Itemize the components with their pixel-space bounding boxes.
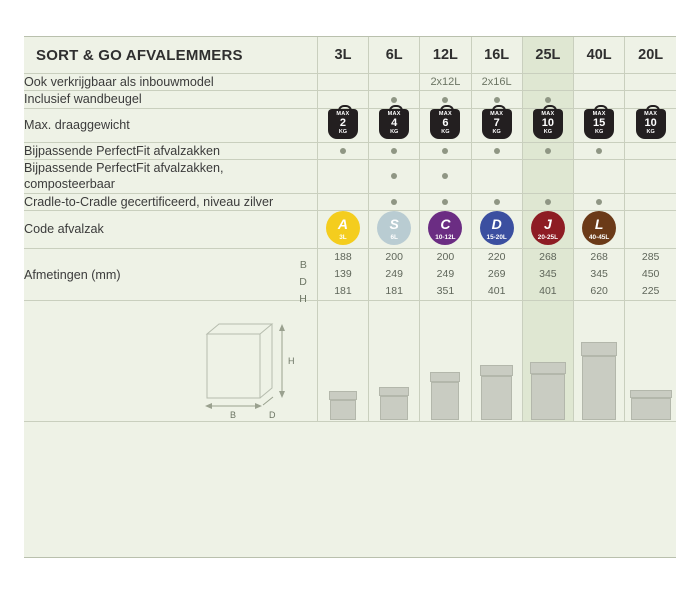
dim-b: 200 <box>436 251 455 264</box>
axis-legend <box>299 257 307 308</box>
dot-icon <box>391 148 397 154</box>
cell-schematic-drawing <box>24 301 317 422</box>
table-row <box>24 74 676 91</box>
col-header-25l: 25L <box>522 37 573 74</box>
max-weight-badge <box>584 109 614 139</box>
dim-b: 200 <box>385 251 403 264</box>
cell-inbouw-6l <box>369 74 420 91</box>
col-header-12l: 12L <box>420 37 471 74</box>
dims-3l <box>317 249 368 301</box>
cell-comp-6l <box>369 160 420 194</box>
badge-max-text: MAX <box>438 110 452 117</box>
dim-b: 268 <box>590 251 608 264</box>
cell-c2c-12l <box>420 193 471 210</box>
table-header-row <box>24 37 676 74</box>
badge-unit: KG <box>646 129 655 136</box>
max-weight-badge <box>379 109 409 139</box>
dims-40l <box>574 249 625 301</box>
bin-6l <box>380 387 408 420</box>
cell-inbouw-20l <box>625 74 676 91</box>
cell-inbouw-16l: 2x16L <box>471 74 522 91</box>
dim-d: 249 <box>385 268 403 281</box>
dim-d: 450 <box>641 268 660 281</box>
cell-weight-12l <box>420 108 471 142</box>
dim-h: 401 <box>487 285 506 298</box>
cell-c2c-16l <box>471 193 522 210</box>
cell-pf-40l <box>574 142 625 159</box>
cell-code-20l <box>625 211 676 249</box>
cell-pf-3l <box>317 142 368 159</box>
badge-unit: KG <box>543 129 553 136</box>
cell-code-12l <box>420 211 471 249</box>
badge-unit: KG <box>441 129 450 136</box>
dot-icon <box>596 199 602 205</box>
cell-weight-40l <box>574 108 625 142</box>
cell-comp-40l <box>574 160 625 194</box>
bin-image-40l <box>574 301 625 422</box>
col-header-16l: 16L <box>471 37 522 74</box>
badge-max-text: MAX <box>592 110 606 117</box>
drawing-label-h: H <box>288 356 295 367</box>
dot-icon <box>494 97 500 103</box>
bin-image-25l <box>522 301 573 422</box>
dim-h: 620 <box>590 285 608 298</box>
bag-code-letter: A <box>337 216 349 233</box>
drawing-label-d: D <box>269 410 276 421</box>
max-weight-badge <box>636 109 666 139</box>
bag-code-badge <box>377 211 411 245</box>
max-weight-badge <box>328 109 358 139</box>
badge-unit: KG <box>595 129 604 136</box>
max-weight-badge <box>533 109 563 139</box>
max-weight-badge <box>430 109 460 139</box>
table-row <box>24 108 676 142</box>
dims-16l <box>471 249 522 301</box>
dim-h: 225 <box>641 285 660 298</box>
cell-weight-3l <box>317 108 368 142</box>
table-row-dimensions <box>24 249 676 301</box>
cell-pf-25l <box>522 142 573 159</box>
cell-weight-20l <box>625 108 676 142</box>
bin-12l <box>431 372 459 420</box>
bin-schematic <box>172 302 312 420</box>
bag-code-size: 15-20L <box>486 234 507 242</box>
bag-code-badge <box>531 211 565 245</box>
bag-code-badge <box>582 211 616 245</box>
bag-code-size: 10-12L <box>435 234 456 242</box>
cell-weight-6l <box>369 108 420 142</box>
row-label-code-afvalzak: Code afvalzak <box>24 211 317 249</box>
row-label-cradle: Cradle-to-Cradle gecertificeerd, niveau zilver <box>24 193 317 210</box>
bin-image-3l <box>317 301 368 422</box>
cell-code-16l <box>471 211 522 249</box>
dim-d: 249 <box>436 268 455 281</box>
cell-comp-16l <box>471 160 522 194</box>
afmetingen-text: Afmetingen (mm) <box>24 267 121 282</box>
badge-max-text: MAX <box>541 110 555 117</box>
bag-code-badge <box>428 211 462 245</box>
bag-code-badge <box>480 211 514 245</box>
badge-value: 10 <box>644 116 657 129</box>
badge-unit: KG <box>338 129 348 136</box>
cell-code-40l <box>574 211 625 249</box>
cell-comp-25l <box>522 160 573 194</box>
row-label-inbouwmodel: Ook verkrijgbaar als inbouwmodel <box>24 74 317 91</box>
col-header-3l: 3L <box>317 37 368 74</box>
cell-inbouw-40l <box>574 74 625 91</box>
dims-20l <box>625 249 676 301</box>
bin-16l <box>481 365 512 420</box>
badge-value: 10 <box>541 116 555 129</box>
cell-c2c-40l <box>574 193 625 210</box>
dot-icon <box>494 199 500 205</box>
bag-code-badge <box>326 211 360 245</box>
dim-b: 285 <box>641 251 660 264</box>
col-header-20l: 20L <box>625 37 676 74</box>
dims-25l <box>522 249 573 301</box>
badge-value: 15 <box>593 116 606 129</box>
bag-code-size: 3L <box>339 234 347 242</box>
bin-3l <box>330 391 356 420</box>
cell-c2c-3l <box>317 193 368 210</box>
badge-max-text: MAX <box>336 110 350 117</box>
dot-icon <box>391 173 397 179</box>
bin-image-12l <box>420 301 471 422</box>
cell-c2c-20l <box>625 193 676 210</box>
bin-20l <box>631 390 671 420</box>
cell-weight-16l <box>471 108 522 142</box>
page-title: SORT & GO AFVALEMMERS <box>24 37 317 74</box>
badge-value: 2 <box>339 116 347 129</box>
dim-d: 269 <box>487 268 506 281</box>
cell-code-6l <box>369 211 420 249</box>
cell-comp-20l <box>625 160 676 194</box>
cell-pf-6l <box>369 142 420 159</box>
table-row-illustrations <box>24 301 676 422</box>
cell-weight-25l <box>522 108 573 142</box>
axis-b: B <box>299 259 307 272</box>
bag-code-letter: S <box>389 216 399 233</box>
bag-code-size: 40-45L <box>589 234 610 242</box>
badge-value: 6 <box>442 116 449 129</box>
dim-d: 345 <box>590 268 608 281</box>
table-row <box>24 211 676 249</box>
row-label-composteerbaar: Bijpassende PerfectFit afvalzakken, composteerbaar <box>24 160 317 194</box>
axis-d: D <box>299 276 307 289</box>
cell-inbouw-25l <box>522 74 573 91</box>
dot-icon <box>442 173 448 179</box>
cell-c2c-25l <box>522 193 573 210</box>
table-row <box>24 142 676 159</box>
dot-icon <box>545 97 551 103</box>
dot-icon <box>545 148 551 154</box>
dim-b: 220 <box>487 251 506 264</box>
cell-pf-16l <box>471 142 522 159</box>
dot-icon <box>340 148 346 154</box>
drawing-label-b: B <box>230 410 237 421</box>
dot-icon <box>391 199 397 205</box>
dim-h: 181 <box>334 285 352 298</box>
badge-value: 4 <box>391 116 398 129</box>
dim-d: 139 <box>334 268 352 281</box>
badge-max-text: MAX <box>387 110 401 117</box>
row-label-wandbeugel: Inclusief wandbeugel <box>24 91 317 108</box>
cell-pf-12l <box>420 142 471 159</box>
cell-code-3l <box>317 211 368 249</box>
bin-40l <box>582 342 616 420</box>
cell-pf-20l <box>625 142 676 159</box>
row-label-draaggewicht: Max. draaggewicht <box>24 108 317 142</box>
dims-6l <box>369 249 420 301</box>
badge-unit: KG <box>492 129 501 136</box>
bag-code-letter: C <box>440 216 451 233</box>
cell-comp-12l <box>420 160 471 194</box>
dot-icon <box>391 97 397 103</box>
col-header-6l: 6L <box>369 37 420 74</box>
dot-icon <box>442 199 448 205</box>
dims-12l <box>420 249 471 301</box>
dim-h: 181 <box>385 285 403 298</box>
bag-code-size: 20-25L <box>537 234 559 242</box>
bin-image-16l <box>471 301 522 422</box>
badge-max-text: MAX <box>644 110 658 117</box>
cell-c2c-6l <box>369 193 420 210</box>
bag-code-letter: L <box>594 216 604 233</box>
dim-b: 268 <box>539 251 557 264</box>
bin-25l <box>531 362 565 420</box>
dot-icon <box>442 148 448 154</box>
col-header-40l: 40L <box>574 37 625 74</box>
dot-icon <box>596 148 602 154</box>
dim-h: 351 <box>436 285 455 298</box>
table-row <box>24 193 676 210</box>
table-row <box>24 160 676 194</box>
axis-h: H <box>299 293 307 306</box>
cell-comp-3l <box>317 160 368 194</box>
badge-max-text: MAX <box>490 110 504 117</box>
bin-image-6l <box>369 301 420 422</box>
max-weight-badge <box>482 109 512 139</box>
bag-code-size: 6L <box>390 234 398 242</box>
row-label-afmetingen <box>24 249 317 306</box>
badge-unit: KG <box>390 129 399 136</box>
cell-code-25l <box>522 211 573 249</box>
dot-icon <box>545 199 551 205</box>
bag-code-letter: D <box>491 216 502 233</box>
row-label-perfectfit: Bijpassende PerfectFit afvalzakken <box>24 142 317 159</box>
bag-code-letter: J <box>543 216 552 233</box>
bin-image-20l <box>625 301 676 422</box>
dim-d: 345 <box>539 268 557 281</box>
dot-icon <box>442 97 448 103</box>
dot-icon <box>494 148 500 154</box>
cell-inbouw-12l: 2x12L <box>420 74 471 91</box>
spec-sheet <box>24 36 676 558</box>
badge-value: 7 <box>493 116 500 129</box>
specs-table <box>24 37 676 422</box>
cell-inbouw-3l <box>317 74 368 91</box>
dim-h: 401 <box>539 285 557 298</box>
dim-b: 188 <box>334 251 352 264</box>
